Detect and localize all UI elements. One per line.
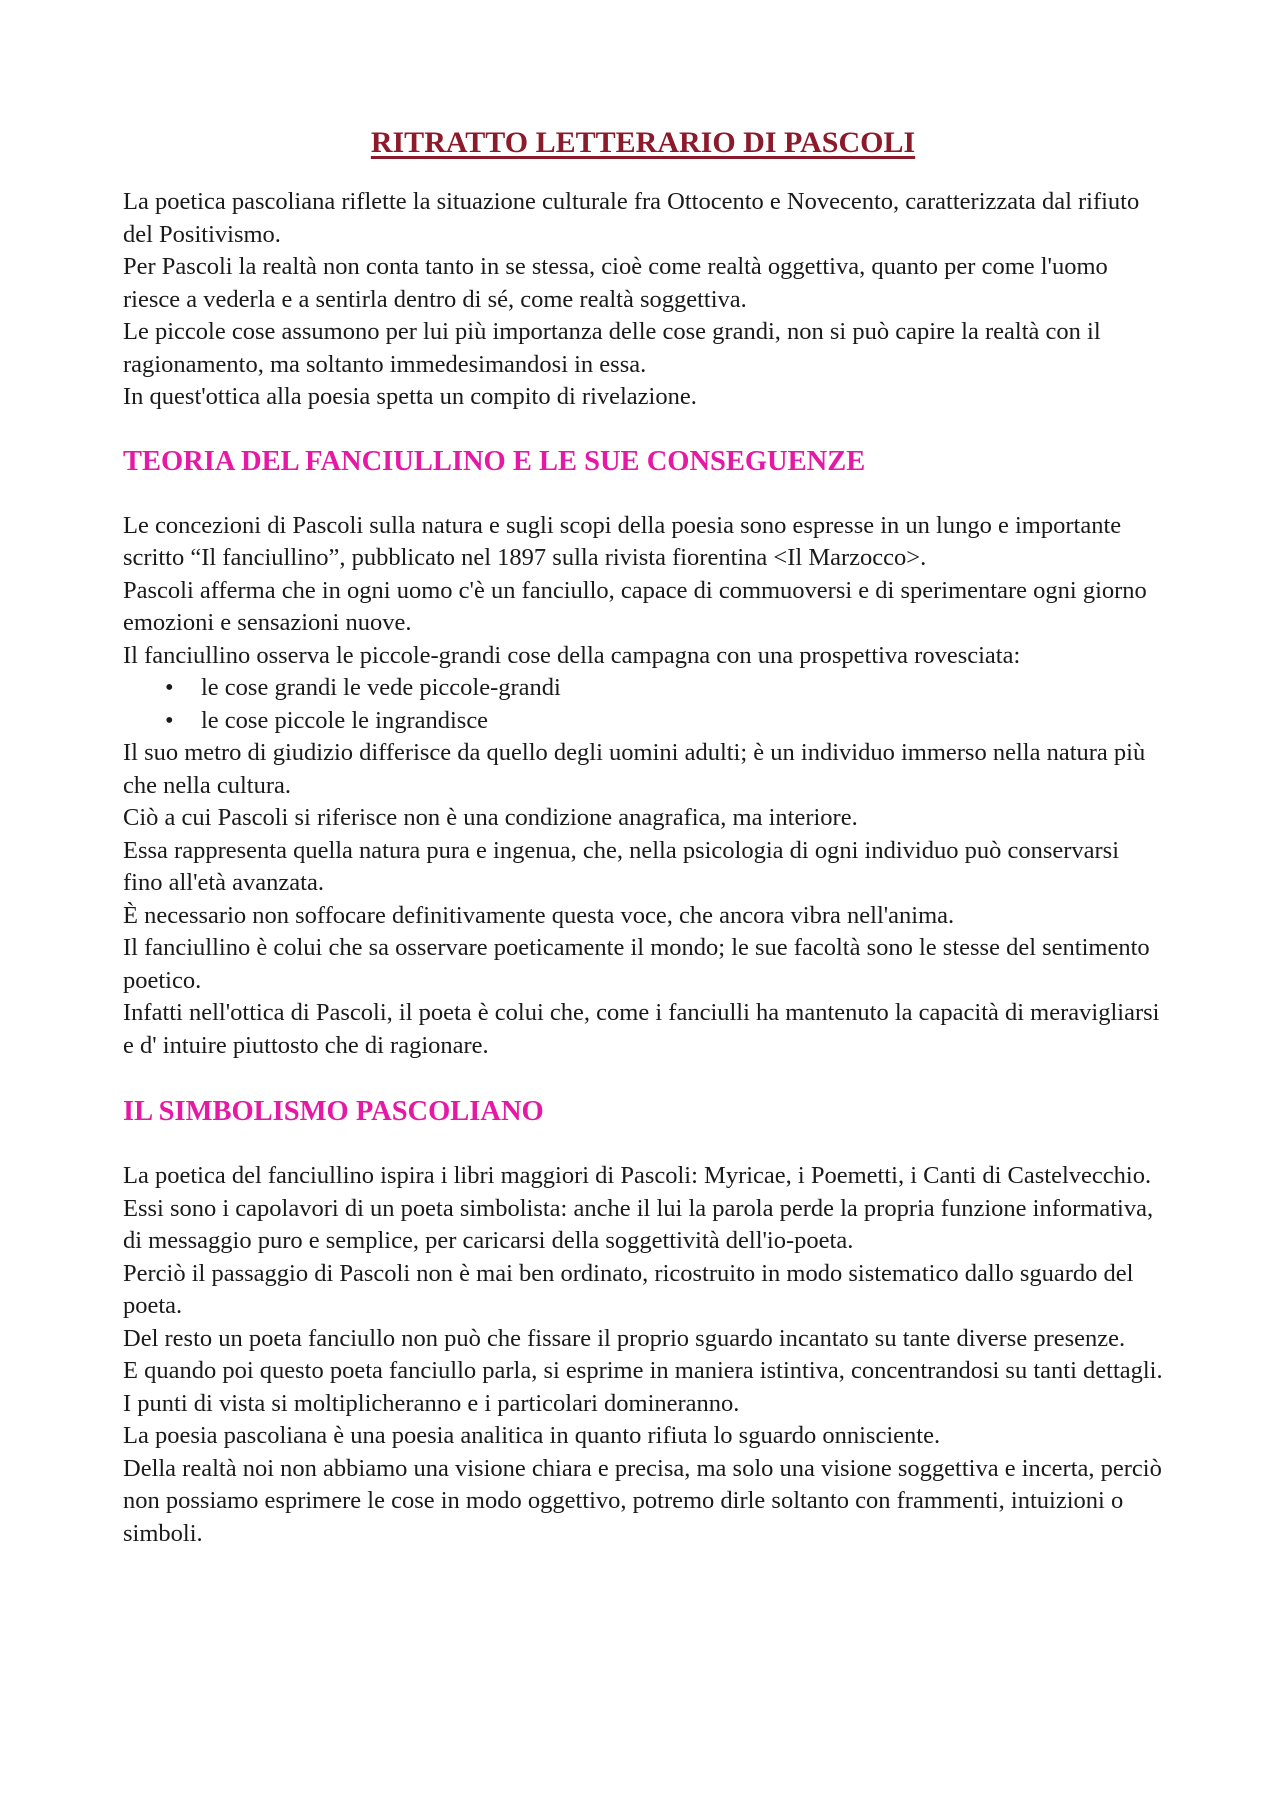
document-page xyxy=(123,122,1163,1550)
intro-section xyxy=(123,186,1163,414)
section-paragraph: La poetica del fanciullino ispira i libri maggiori di Pascoli: Myricae, i Poemetti, i Canti di Castelvecchio. Essi sono i capolavori di un poeta simbolista: anche il lui la parola perde la propria funzione informativa, di messaggio puro e semplice, per caricarsi della soggettività dell'io-poeta. xyxy=(123,1162,1154,1254)
intro-paragraph: In quest'ottica alla poesia spetta un compito di rivelazione. xyxy=(123,383,697,410)
section-paragraph: Pascoli afferma che in ogni uomo c'è un fanciullo, capace di commuoversi e di sperimentare ogni giorno emozioni e sensazioni nuove. xyxy=(123,576,1147,636)
bullet-item xyxy=(123,705,1163,738)
bullet-list xyxy=(123,672,1163,737)
bullet-item xyxy=(123,672,1163,705)
section-paragraph: Della realtà noi non abbiamo una visione chiara e precisa, ma solo una visione soggettiva e incerta, perciò non possiamo esprimere le cose in modo oggettivo, potremo dirle soltanto con frammenti, intuizioni o simboli. xyxy=(123,1454,1162,1547)
bullet-text: le cose piccole le ingrandisce xyxy=(201,706,489,734)
section-heading-simbolismo: IL SIMBOLISMO PASCOLIANO xyxy=(123,1096,544,1127)
bullet-icon: • xyxy=(165,674,174,701)
bullet-text: le cose grandi le vede piccole-grandi xyxy=(201,674,561,701)
section-paragraph: Essa rappresenta quella natura pura e ingenua, che, nella psicologia di ogni individuo può conservarsi fino all'età avanzata. xyxy=(123,836,1120,896)
intro-paragraph: Per Pascoli la realtà non conta tanto in se stessa, cioè come realtà oggettiva, quanto per come l'uomo riesce a vederla e a sentirla dentro di sé, come realtà soggettiva. xyxy=(123,253,1108,313)
fanciullino-section xyxy=(123,510,1163,1063)
section-paragraph: Perciò il passaggio di Pascoli non è mai ben ordinato, ricostruito in modo sistematico dallo sguardo del poeta. xyxy=(123,1259,1134,1319)
section-paragraph: Il fanciullino è colui che sa osservare poeticamente il mondo; le sue facoltà sono le stesse del sentimento poetico. xyxy=(123,934,1150,994)
intro-paragraph: La poetica pascoliana riflette la situazione culturale fra Ottocento e Novecento, caratterizzata dal rifiuto del Positivismo. xyxy=(123,188,1140,248)
section-paragraph: E quando poi questo poeta fanciullo parla, si esprime in maniera istintiva, concentrandosi su tanti dettagli. I punti di vista si moltiplicheranno e i particolari domineranno. xyxy=(123,1357,1163,1417)
section-paragraph: Le concezioni di Pascoli sulla natura e sugli scopi della poesia sono espresse in un lungo e importante scritto “Il fanciullino”, pubblicato nel 1897 sulla rivista fiorentina <Il Marzocco>. xyxy=(123,511,1122,571)
section-paragraph: Il fanciullino osserva le piccole-grandi cose della campagna con una prospettiva rovesciata: xyxy=(123,641,1021,669)
simbolismo-section xyxy=(123,1160,1163,1550)
document-title: RITRATTO LETTERARIO DI PASCOLI xyxy=(370,126,916,159)
section-paragraph: Il suo metro di giudizio differisce da quello degli uomini adulti; è un individuo immerso nella natura più che nella cultura. xyxy=(123,739,1146,799)
section-paragraph: Infatti nell'ottica di Pascoli, il poeta è colui che, come i fanciulli ha mantenuto la capacità di meravigliarsi e d' intuire piuttosto che di ragionare. xyxy=(123,999,1160,1059)
section-heading-fanciullino: TEORIA DEL FANCIULLINO E LE SUE CONSEGUENZE xyxy=(123,445,866,477)
section-paragraph: È necessario non soffocare definitivamente questa voce, che ancora vibra nell'anima. xyxy=(123,901,955,929)
section-paragraph: La poesia pascoliana è una poesia analitica in quanto rifiuta lo sguardo onnisciente. xyxy=(123,1422,941,1449)
bullet-icon: • xyxy=(165,706,174,734)
section-paragraph: Ciò a cui Pascoli si riferisce non è una condizione anagrafica, ma interiore. xyxy=(123,804,858,831)
section-paragraph: Del resto un poeta fanciullo non può che fissare il proprio sguardo incantato su tante diverse presenze. xyxy=(123,1324,1126,1352)
intro-paragraph: Le piccole cose assumono per lui più importanza delle cose grandi, non si può capire la realtà con il ragionamento, ma soltanto immedesimandosi in essa. xyxy=(123,318,1101,378)
